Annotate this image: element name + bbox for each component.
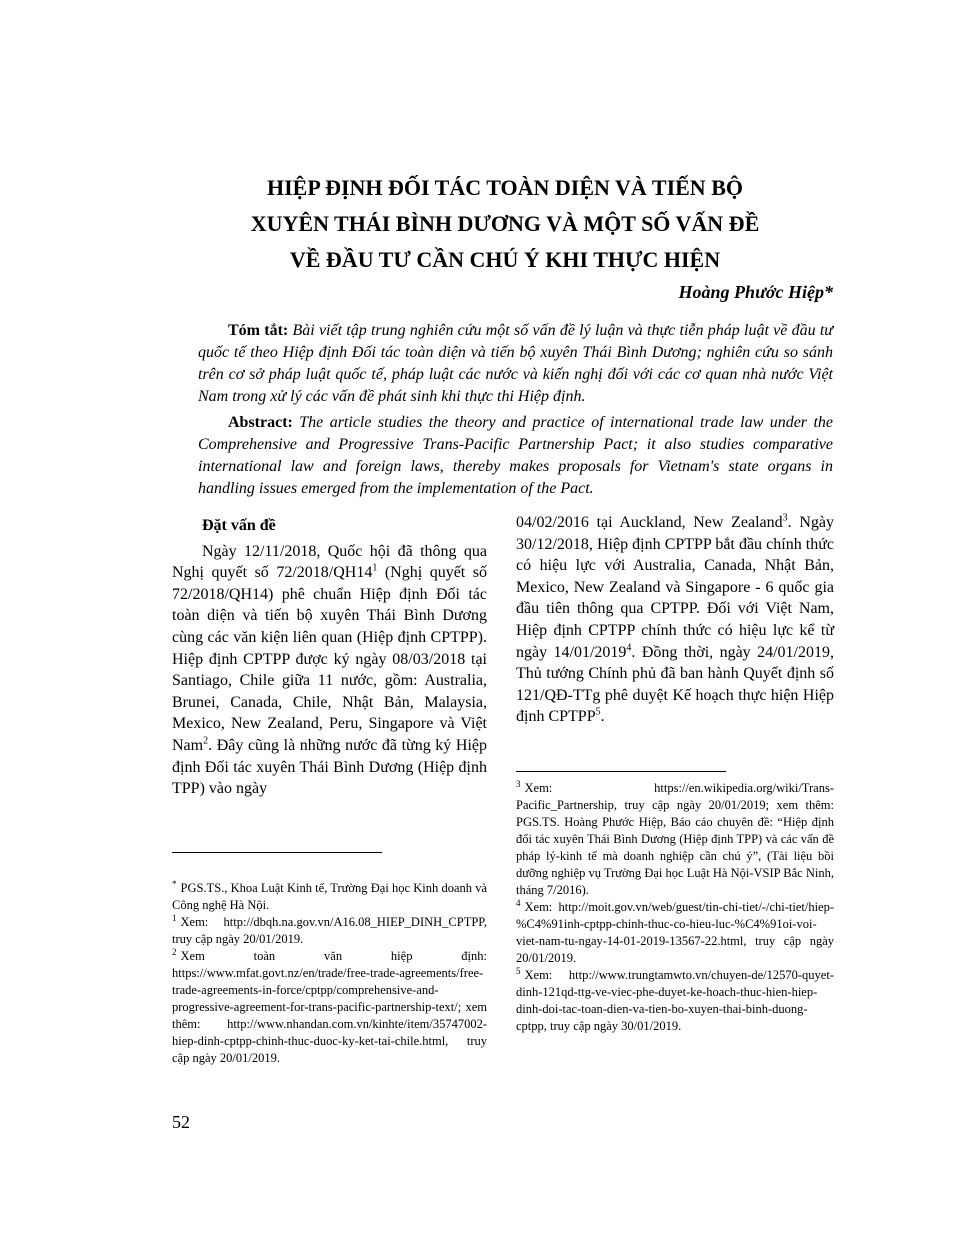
footnote-text: Xem: http://dbqh.na.gov.vn/A16.08_HIEP_DINH_CPTPP, truy cập ngày 20/01/2019.: [172, 915, 487, 946]
body-text: (Nghị quyết số 72/2018/QH14) phê chuẩn Hiệp định Đối tác toàn diện và tiến bộ xuyên Thái Bình Dương cùng các văn kiện liên quan (Hiệp định CPTPP). Hiệp định CPTPP được ký ngày 08/03/2018 tại Santiago, Chile giữa 11 nước, gồm: Australia, Brunei, Canada, Chile, Nhật Bản, Malaysia, Mexico, New Zealand, Peru, Singapore và Việt Nam: [172, 564, 487, 754]
body-column-left: [172, 515, 487, 800]
body-text: .: [600, 708, 605, 726]
summary-english: [198, 412, 833, 500]
footnote-ref-2[interactable]: 2: [203, 735, 209, 747]
footnote-mark: 1: [172, 912, 177, 923]
footnote-item: [516, 780, 834, 899]
footnotes-right: [516, 780, 834, 1035]
body-column-right: [516, 512, 834, 728]
footnote-text: Xem toàn văn hiệp định: https://www.mfat.govt.nz/en/trade/free-trade-agreements/free-trade-agreements-in-force/cptpp/comprehensive-and-progressive-agreement-for-trans-pacific-partnership-text/; xem thêm: http://www.nhandan.com.vn/kinhte/item/35747002-hiep-dinh-cptpp-chinh-thuc-duoc-ky-ket-tai-chile.html, truy cập ngày 20/01/2019.: [172, 949, 487, 1065]
footnote-ref-1[interactable]: 1: [372, 562, 378, 574]
title-line-1: HIỆP ĐỊNH ĐỐI TÁC TOÀN DIỆN VÀ TIẾN BỘ: [267, 175, 743, 200]
footnote-text: Xem: http://www.trungtamwto.vn/chuyen-de/12570-quyet-dinh-121qd-ttg-ve-viec-phe-duyet-ke-hoach-thuc-hien-hiep-dinh-doi-tac-toan-dien-va-tien-bo-xuyen-thai-binh-duong-cptpp, truy cập ngày 30/01/2019.: [516, 968, 834, 1033]
article-title: [130, 170, 880, 278]
footnote-ref-3[interactable]: 3: [782, 512, 788, 524]
footnote-divider: [172, 852, 382, 853]
summary-en-label: Abstract:: [228, 414, 293, 431]
page-number: 52: [172, 1112, 190, 1132]
footnote-item: [172, 880, 487, 914]
footnotes-left: [172, 880, 487, 1067]
footnote-mark: 5: [516, 965, 521, 976]
footnote-mark: 3: [516, 778, 521, 789]
footnote-mark: *: [172, 878, 177, 889]
footnote-mark: 4: [516, 897, 521, 908]
body-paragraph-1: [172, 541, 487, 800]
body-text: . Đồng thời, ngày 24/01/2019, Thủ tướng Chính phủ đã ban hành Quyết định số 121/QĐ-TTg phê duyệt Kế hoạch thực hiện Hiệp định CPTPP: [516, 643, 834, 726]
title-line-3: VỀ ĐẦU TƯ CẦN CHÚ Ý KHI THỰC HIỆN: [289, 247, 721, 272]
author-name: Hoàng Phước Hiệp*: [678, 282, 833, 302]
footnote-divider: [516, 771, 726, 772]
section-heading: Đặt vấn đề: [202, 517, 276, 534]
footnote-item: [516, 899, 834, 967]
summary-vietnamese: [198, 320, 833, 408]
footnote-text: Xem: http://moit.gov.vn/web/guest/tin-chi-tiet/-/chi-tiet/hiep-%C4%91inh-cptpp-chinh-thuc-co-hieu-luc-%C4%91oi-voi-viet-nam-tu-ngay-14-01-2019-13567-22.html, truy cập ngày 20/01/2019.: [516, 900, 834, 965]
footnote-text: PGS.TS., Khoa Luật Kinh tế, Trường Đại học Kinh doanh và Công nghệ Hà Nội.: [172, 881, 487, 912]
footnote-item: [172, 914, 487, 948]
footnote-text: Xem: https://en.wikipedia.org/wiki/Trans-Pacific_Partnership, truy cập ngày 20/01/2019; xem thêm: PGS.TS. Hoàng Phước Hiệp, Báo cáo chuyên đề: “Hiệp định đối tác xuyên Thái Bình Dương (Hiệp định TPP) và các vấn đề pháp lý-kinh tế mà doanh nghiệp cần chú ý”, (Tài liệu bồi dưỡng nghiệp vụ Trường Đại học Luật Hà Nội-VSIP Bắc Ninh, tháng 7/2016).: [516, 781, 834, 897]
body-text: 04/02/2016 tại Auckland, New Zealand: [516, 514, 783, 531]
footnote-item: [172, 948, 487, 1067]
body-text: . Ngày 30/12/2018, Hiệp định CPTPP bắt đầu chính thức có hiệu lực với Australia, Canada, Nhật Bản, Mexico, New Zealand và Singapore - 6 quốc gia đầu tiên thông qua CPTPP. Đối với Việt Nam, Hiệp định CPTPP chính thức có hiệu lực kể từ ngày 14/01/2019: [516, 514, 835, 661]
body-paragraph-2: [516, 512, 834, 728]
title-line-2: XUYÊN THÁI BÌNH DƯƠNG VÀ MỘT SỐ VẤN ĐỀ: [250, 211, 760, 236]
footnote-ref-4[interactable]: 4: [626, 642, 632, 654]
footnote-item: [516, 967, 834, 1035]
body-text: . Đây cũng là những nước đã từng ký Hiệp định Đối tác xuyên Thái Bình Dương (Hiệp định TPP) vào ngày: [172, 736, 487, 798]
summary-vi-label: Tóm tắt:: [228, 322, 289, 339]
footnote-ref-5[interactable]: 5: [595, 707, 601, 719]
summary-en-text: The article studies the theory and practice of international trade law under the Comprehensive and Progressive Trans-Pacific Partnership Pact; it also studies comparative international law and foreign laws, thereby makes proposals for Vietnam's state organs in handling issues emerged from the implementation of the Pact.: [198, 414, 833, 497]
body-text: Ngày 12/11/2018, Quốc hội đã thông qua Nghị quyết số 72/2018/QH14: [172, 542, 487, 582]
summary-vi-text: Bài viết tập trung nghiên cứu một số vấn đề lý luận và thực tiễn pháp luật về đầu tư quốc tế theo Hiệp định Đối tác toàn diện và tiến bộ xuyên Thái Bình Dương; nghiên cứu so sánh trên cơ sở pháp luật quốc tế, pháp luật các nước và kiến nghị đối với các cơ quan nhà nước Việt Nam trong xử lý các vấn đề phát sinh khi thực thi Hiệp định.: [198, 322, 834, 405]
footnote-mark: 2: [172, 946, 177, 957]
